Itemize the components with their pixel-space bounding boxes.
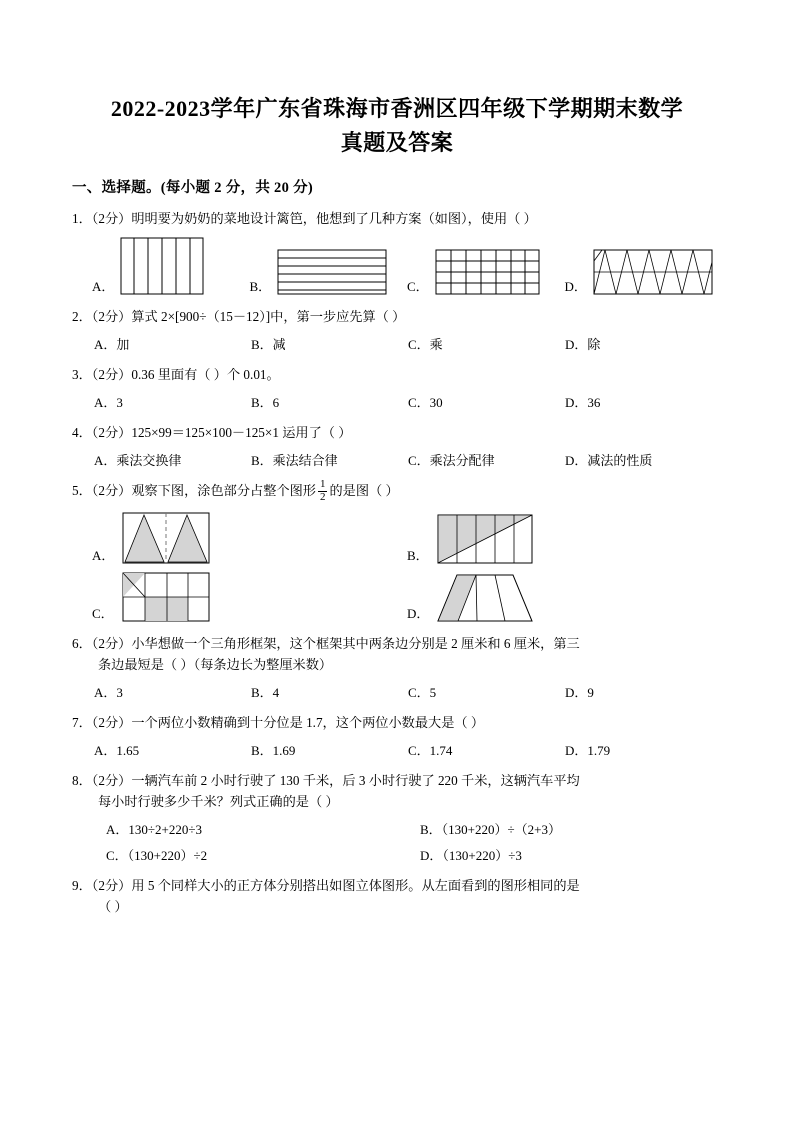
question-2 <box>72 306 722 327</box>
question-9 <box>72 875 722 917</box>
question-3-body: 0.36 里面有（ ）个 0.01。 <box>131 367 280 382</box>
question-1-body: 明明要为奶奶的菜地设计篱笆，他想到了几种方案（如图），使用（ ） <box>131 211 537 226</box>
page-title <box>72 92 722 160</box>
option-label-b: B． <box>249 279 272 294</box>
question-4-option-b[interactable]: B．乘法结合律 <box>251 453 338 468</box>
question-4-options <box>72 450 722 469</box>
fence-vertical-bars-icon <box>120 237 204 295</box>
question-8-options-row2 <box>72 845 722 864</box>
question-8-score: （2分） <box>91 773 132 789</box>
question-6 <box>72 633 722 675</box>
fence-horizontal-bars-icon <box>277 249 387 295</box>
page-title-line2: 真题及答案 <box>340 130 454 155</box>
question-3 <box>72 364 722 385</box>
question-5-option-d <box>407 572 722 622</box>
question-7-option-a[interactable]: A．1.65 <box>94 743 140 759</box>
question-3-option-a[interactable]: A．3 <box>94 395 123 410</box>
question-6-text: 6．（2分）小华想做一个三角形框架，这个框架其中两条边分别是 2 厘米和 6 厘米，第三 <box>72 636 580 652</box>
question-4-body: 125×99＝125×100－125×1 运用了（ ） <box>131 425 352 440</box>
question-9-text: 9．（2分）用 5 个同样大小的正方体分别搭出如图立体图形。从左面看到的图形相同的是 <box>72 878 580 894</box>
question-5-option-a <box>92 512 407 564</box>
question-3-number: 3 <box>72 367 79 382</box>
question-7-option-c[interactable]: C．1.74 <box>408 743 453 759</box>
question-8-option-a[interactable]: A．130÷2+220÷3 <box>106 822 202 838</box>
question-8-option-c[interactable]: C．（130+220）÷2 <box>106 848 208 864</box>
question-9-body: 用 5 个同样大小的正方体分别搭出如图立体图形。从左面看到的图形相同的是 <box>131 878 580 894</box>
question-2-option-d[interactable]: D．除 <box>565 337 601 352</box>
question-5-score: （2分） <box>91 483 132 499</box>
trapezoid-shaded-icon <box>437 574 533 622</box>
question-2-option-c[interactable]: C．乘 <box>408 337 443 352</box>
question-6-options <box>72 682 722 701</box>
section-heading: 一、选择题。(每小题 2 分，共 20 分) <box>72 180 314 196</box>
question-5-body-before: 观察下图，涂色部分占整个图形 <box>131 483 316 499</box>
question-8-option-d[interactable]: D．（130+220）÷3 <box>420 848 522 864</box>
question-5-option-c <box>92 572 407 622</box>
question-1-text: 1．（2分）明明要为奶奶的菜地设计篱笆，他想到了几种方案（如图），使用（ ） <box>72 211 537 226</box>
question-1-option-c <box>407 249 565 295</box>
question-8-options-row1 <box>72 819 722 838</box>
rectangle-diagonal-shaded-icon <box>437 514 533 564</box>
question-2-score: （2分） <box>91 309 132 324</box>
question-8-option-b[interactable]: B．（130+220）÷（2+3） <box>420 822 561 838</box>
question-6-body-line2: 条边最短是（ ）（每条边长为整厘米数） <box>98 657 333 673</box>
question-1 <box>72 208 722 229</box>
question-5-body-after: 的是图（ ） <box>329 483 399 499</box>
question-6-option-c[interactable]: C．5 <box>408 685 437 701</box>
question-4-option-d[interactable]: D．减法的性质 <box>565 453 653 468</box>
question-1-option-b <box>250 249 408 295</box>
question-2-number: 2 <box>72 309 79 324</box>
question-7-option-b[interactable]: B．1.69 <box>251 743 296 759</box>
question-8-body: 一辆汽车前 2 小时行驶了 130 千米，后 3 小时行驶了 220 千米，这辆汽车平均 <box>131 773 580 789</box>
question-8 <box>72 770 722 812</box>
question-1-option-a <box>92 237 250 295</box>
question-3-score: （2分） <box>91 367 132 382</box>
option-label-d: D． <box>564 279 587 294</box>
question-3-options <box>72 392 722 411</box>
question-7 <box>72 712 722 733</box>
question-7-number: 7 <box>72 715 79 731</box>
question-1-number: 1 <box>72 211 79 226</box>
question-8-number: 8 <box>72 773 79 789</box>
question-5-option-b <box>407 512 722 564</box>
question-3-option-c[interactable]: C．30 <box>408 395 443 410</box>
question-3-text: 3．（2分）0.36 里面有（ ）个 0.01。 <box>72 367 280 382</box>
question-9-number: 9 <box>72 878 79 894</box>
question-6-option-d[interactable]: D．9 <box>565 685 594 701</box>
question-8-text: 8．（2分）一辆汽车前 2 小时行驶了 130 千米，后 3 小时行驶了 220 千米，这辆汽车平均 <box>72 773 580 789</box>
question-7-options <box>72 740 722 759</box>
option-label-a: A． <box>92 548 115 564</box>
question-7-text: 7．（2分）一个两位小数精确到十分位是 1.7，这个两位小数最大是（ ） <box>72 715 485 731</box>
question-2-text: 2．（2分）算式 2×[900÷（15－12）]中，第一步应先算（ ） <box>72 309 406 324</box>
question-1-score: （2分） <box>91 211 132 226</box>
fence-zigzag-icon <box>593 249 713 295</box>
question-2-options <box>72 334 722 353</box>
question-4-option-a[interactable]: A．乘法交换律 <box>94 453 182 468</box>
question-5-number: 5 <box>72 483 79 499</box>
question-5-text: 5．（2分）观察下图，涂色部分占整个图形 $\frac{1}{2}$ 的是图（ ） <box>72 478 399 503</box>
question-3-option-b[interactable]: B．6 <box>251 395 280 410</box>
question-4 <box>72 422 722 443</box>
question-4-option-c[interactable]: C．乘法分配律 <box>408 453 495 468</box>
question-5 <box>72 480 722 504</box>
two-triangles-shaded-icon <box>122 512 210 564</box>
question-6-number: 6 <box>72 636 79 652</box>
grid-partial-shaded-icon <box>122 572 210 622</box>
fence-grid-icon <box>435 249 540 295</box>
question-7-score: （2分） <box>91 715 132 731</box>
question-6-body: 小华想做一个三角形框架，这个框架其中两条边分别是 2 厘米和 6 厘米，第三 <box>131 636 580 652</box>
question-4-score: （2分） <box>91 425 132 440</box>
question-8-body-line2: 每小时行驶多少千米？列式正确的是（ ） <box>98 794 339 810</box>
question-9-score: （2分） <box>91 878 132 894</box>
question-2-option-b[interactable]: B．减 <box>251 337 286 352</box>
question-5-figures-row1 <box>72 512 722 564</box>
fraction-denominator: 2 <box>319 490 326 503</box>
option-label-c: C． <box>92 606 114 622</box>
question-4-text: 4．（2分）125×99＝125×100－125×1 运用了（ ） <box>72 425 352 440</box>
option-label-a: A． <box>92 279 115 294</box>
question-6-option-b[interactable]: B．4 <box>251 685 280 701</box>
question-2-body: 算式 2×[900÷（15－12）]中，第一步应先算（ ） <box>131 309 406 324</box>
question-4-number: 4 <box>72 425 79 440</box>
question-3-option-d[interactable]: D．36 <box>565 395 601 410</box>
question-7-body: 一个两位小数精确到十分位是 1.7，这个两位小数最大是（ ） <box>131 715 485 731</box>
question-1-figures <box>72 237 722 295</box>
question-6-score: （2分） <box>91 636 132 652</box>
question-6-option-a[interactable]: A．3 <box>94 685 123 701</box>
option-label-b: B． <box>407 548 429 564</box>
question-2-option-a[interactable]: A．加 <box>94 337 130 352</box>
question-1-option-d <box>565 249 723 295</box>
question-9-body-line2: （ ） <box>98 899 128 915</box>
option-label-c: C． <box>407 279 429 294</box>
fraction-numerator: 1 <box>319 478 326 490</box>
question-7-option-d[interactable]: D．1.79 <box>565 743 611 759</box>
question-5-figures-row2 <box>72 572 722 622</box>
option-label-d: D． <box>407 606 430 622</box>
page-title-line1: 2022-2023学年广东省珠海市香洲区四年级下学期期末数学 <box>110 96 684 121</box>
fraction-one-half <box>318 479 328 503</box>
